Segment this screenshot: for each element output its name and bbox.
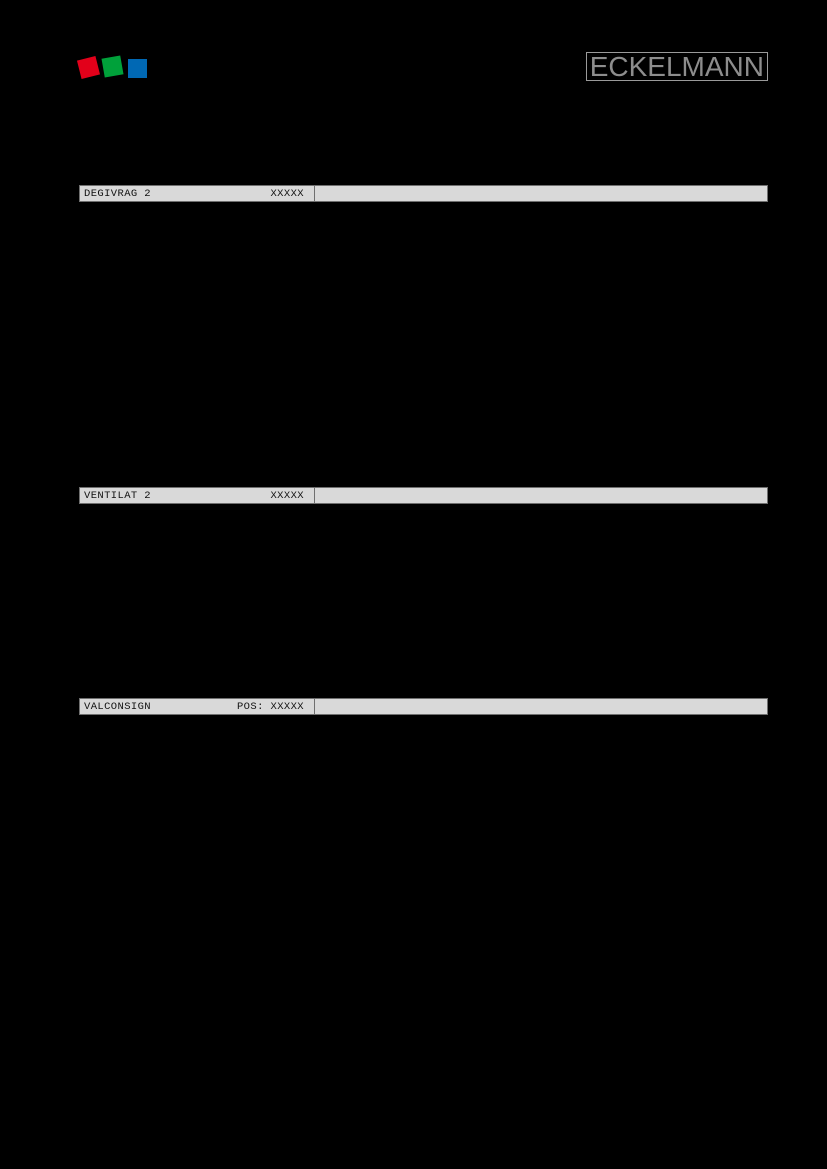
display-row-label: VALCONSIGN: [84, 700, 152, 713]
display-row-value: XXXXX: [270, 489, 304, 502]
display-row-label: DEGIVRAG 2: [84, 187, 152, 200]
display-row-extra: [314, 185, 768, 202]
display-row: [79, 185, 768, 202]
brand-text: ECKELMANN: [589, 50, 764, 82]
logo-square-green: [101, 55, 123, 77]
display-row-value: XXXXX: [270, 187, 304, 200]
eckelmann-squares-icon: [79, 55, 148, 80]
display-row-main[interactable]: [79, 185, 315, 202]
display-row-main[interactable]: [79, 487, 315, 504]
display-row-label: VENTILAT 2: [84, 489, 152, 502]
brand-wordmark: [586, 52, 768, 81]
display-row-main[interactable]: [79, 698, 315, 715]
display-row: [79, 487, 768, 504]
logo-square-blue: [128, 59, 147, 78]
display-row-extra: [314, 487, 768, 504]
display-row-extra: [314, 698, 768, 715]
display-row: [79, 698, 768, 715]
display-row-value: POS: XXXXX: [236, 700, 304, 713]
logo-square-red: [77, 56, 100, 79]
